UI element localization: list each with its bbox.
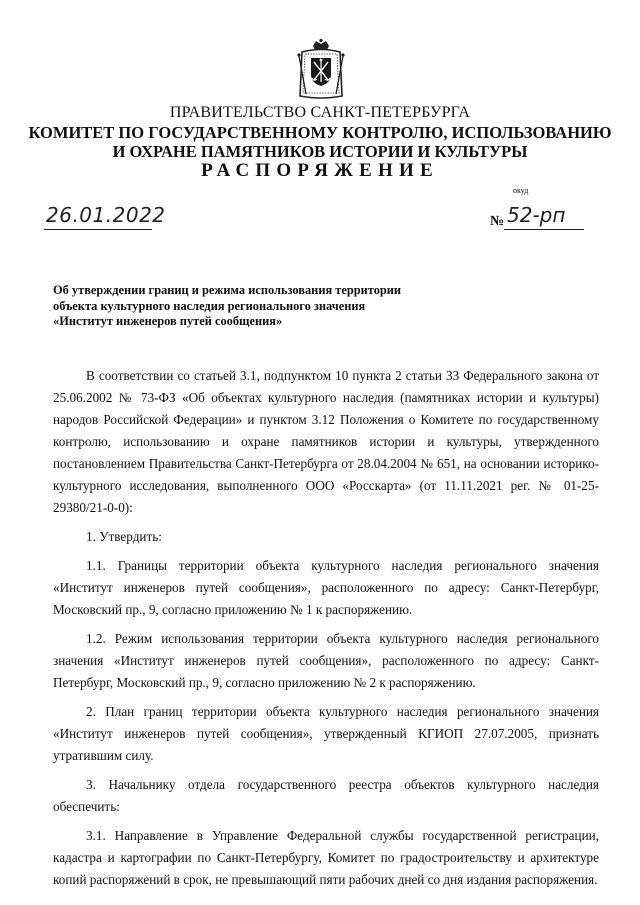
number-underline [504,229,584,230]
clause-1-1: 1.1. Границы территории объекта культурного наследия регионального значения «Институт инженеров путей сообщения», расположенного по адресу: Санкт-Петербург, Московский пр., 9, согласно приложению № 1 к распоряжению. [53,558,599,617]
committee-name [0,123,640,161]
document-date: 26.01.2022 [46,203,166,227]
clause-1-2: 1.2. Режим использования территории объекта культурного наследия регионального значения «Институт инженеров путей сообщения», расположенного по адресу: Санкт-Петербург, Московский пр., 9, согласно приложению № 2 к распоряжению. [53,631,599,690]
subject-line-2: объекта культурного наследия регионального значения [53,298,366,313]
committee-name-line-1: КОМИТЕТ ПО ГОСУДАРСТВЕННОМУ КОНТРОЛЮ, ИСПОЛЬЗОВАНИЮ [28,123,612,142]
government-name: ПРАВИТЕЛЬСТВО САНКТ-ПЕТЕРБУРГА [169,104,471,121]
clause-3: 3. Начальнику отдела государственного реестра объектов культурного наследия обеспечить: [53,777,599,814]
document-type-title: РАСПОРЯЖЕНИЕ [201,160,439,181]
committee-name-line-2: И ОХРАНЕ ПАМЯТНИКОВ ИСТОРИИ И КУЛЬТУРЫ [112,142,528,161]
subject-line-1: Об утверждении границ и режима использования территории [53,283,402,297]
document-number: 52-рп [507,203,566,227]
preamble-paragraph: В соответствии со статьей 3.1, подпунктом 10 пункта 2 статьи 33 Федерального закона от 25.06.2002 № 73-ФЗ «Об объектах культурного наследия (памятниках истории и культуры) народов Российской Федерации» и пунктом 3.12 Положения о Комитете по государственному контролю, использованию и охране памятников истории и культуры, утвержденного постановлением Правительства Санкт-Петербурга от 28.04.2004 № 651, на основании историко-культурного исследования, выполненного ООО «Росскарта» (от 11.11.2021 рег. № 01-25-29380/21-0-0): [53,368,599,515]
clause-3-1: 3.1. Направление в Управление Федеральной службы государственной регистрации, кадастра и картографии по Санкт-Петербургу, Комитет по градостроительству и архитектуре копий распоряжений в срок, не превышающий пяти рабочих дней со дня издания распоряжения. [53,828,599,887]
okud-label: окуд [513,186,529,195]
subject-line-3: «Институт инженеров путей сообщения» [53,314,283,328]
document-subject [53,283,473,330]
date-underline [44,229,152,230]
document-body [53,365,599,891]
clause-2: 2. План границ территории объекта культурного наследия регионального значения «Институт инженеров путей сообщения», утвержденный КГИОП 27.07.2005, признать утратившим силу. [53,704,599,763]
coat-of-arms-icon [296,38,346,102]
number-sign: № [490,214,505,229]
clause-1: 1. Утвердить: [86,529,162,544]
